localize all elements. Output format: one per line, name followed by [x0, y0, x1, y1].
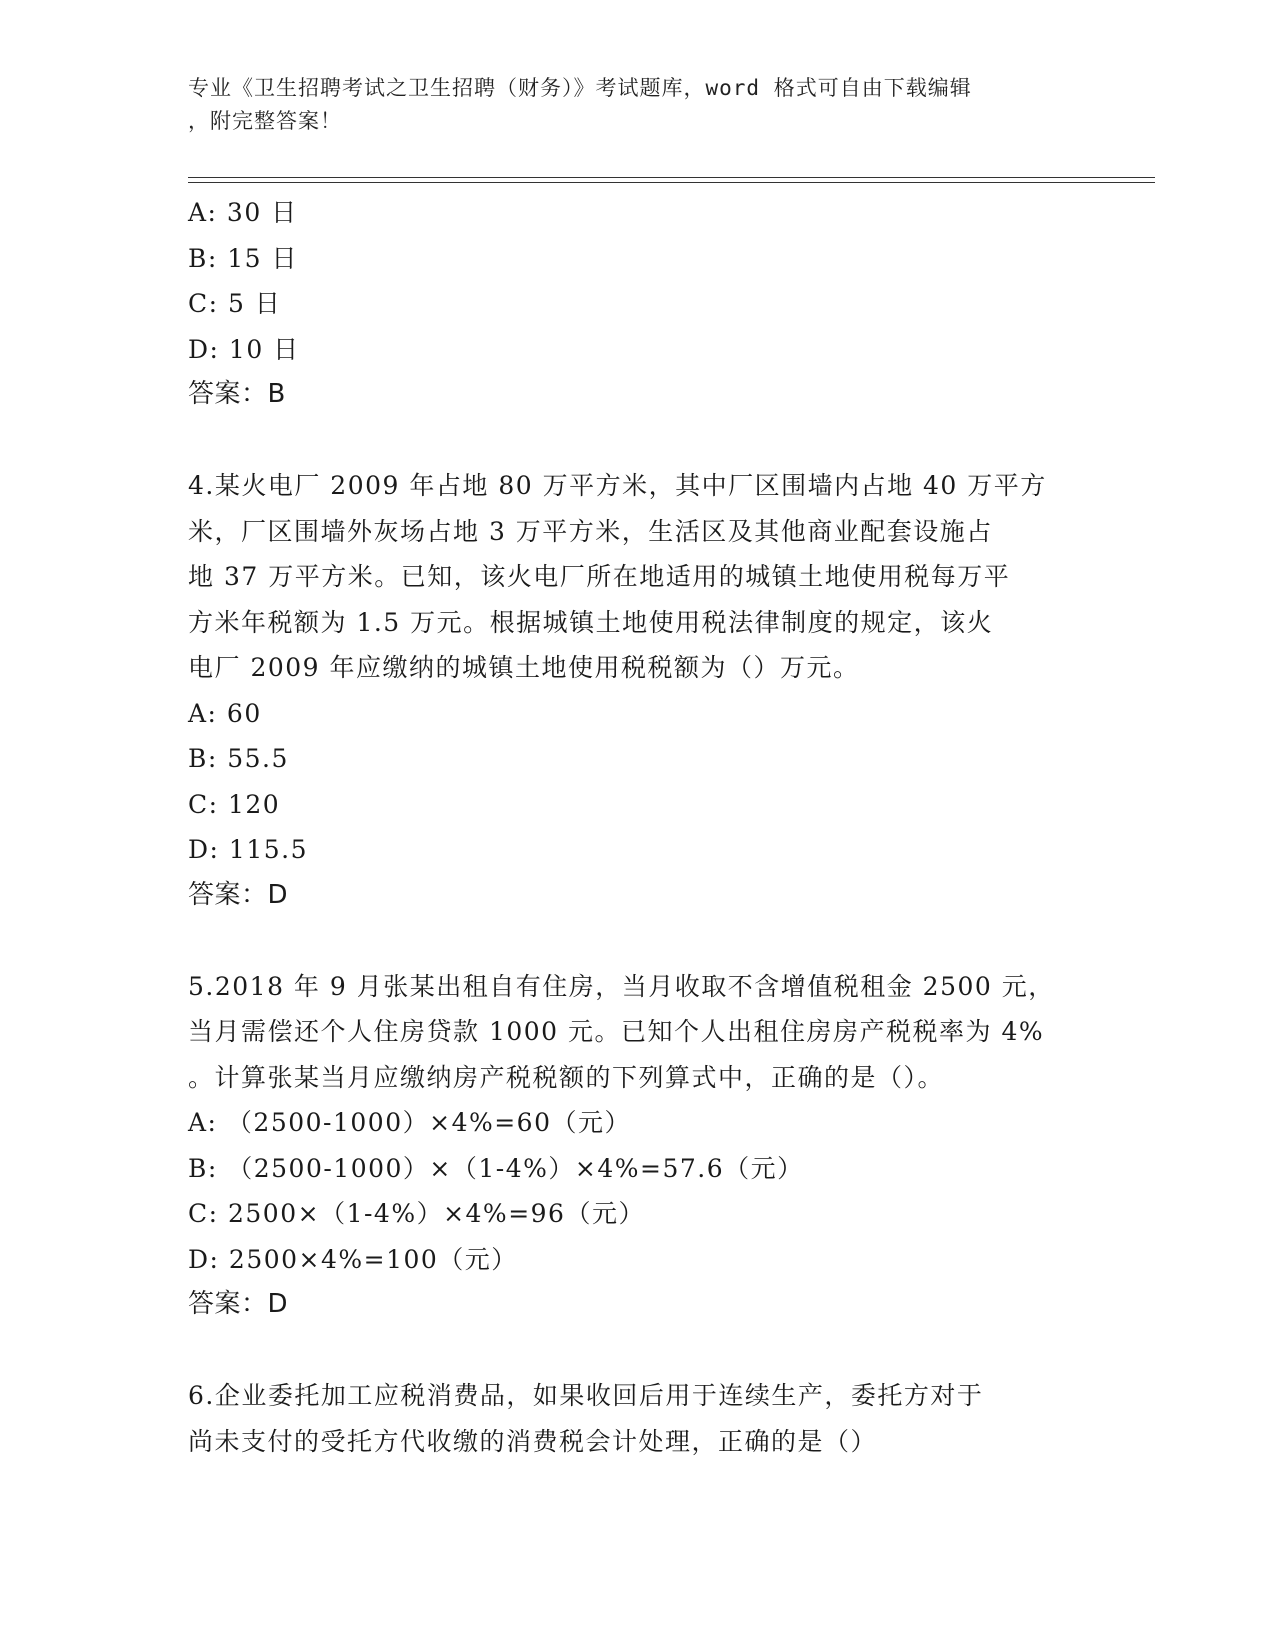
option-c: C: 5 日	[188, 289, 282, 318]
header-divider-bottom	[188, 182, 1155, 183]
spacer	[188, 418, 1088, 464]
spacer	[188, 1328, 1088, 1374]
option-b: B: 55.5	[188, 744, 289, 773]
question-5	[188, 964, 1088, 1328]
question-stem-line: 尚未支付的受托方代收缴的消费税会计处理，正确的是（）	[188, 1426, 878, 1456]
header-line-2: ，附完整答案！	[188, 109, 342, 133]
question-stem-line: 6.企业委托加工应税消费品，如果收回后用于连续生产，委托方对于	[188, 1381, 984, 1410]
option-d: D: 115.5	[188, 835, 308, 864]
question-stem-line: 米，厂区围墙外灰场占地 3 万平方米，生活区及其他商业配套设施占	[188, 516, 993, 546]
option-d: D: 10 日	[188, 334, 300, 364]
option-a: A: 30 日	[188, 198, 298, 227]
question-4	[188, 463, 1088, 918]
question-stem-line: 5.2018 年 9 月张某出租自有住房，当月收取不含增值税租金 2500 元，	[188, 971, 1055, 1001]
option-d: D: 2500×4%=100（元）	[188, 1244, 518, 1274]
answer: 答案：D	[188, 1289, 289, 1319]
question-stem-line: 4.某火电厂 2009 年占地 80 万平方米，其中厂区围墙内占地 40 万平方	[188, 471, 1047, 500]
header-divider-top	[188, 177, 1155, 178]
question-3	[188, 190, 1088, 418]
spacer	[188, 918, 1088, 964]
option-b: B: （2500-1000）×（1-4%）×4%=57.6（元）	[188, 1153, 804, 1183]
option-a: A: 60	[188, 698, 262, 728]
header-line-1: 专业《卫生招聘考试之卫生招聘（财务）》考试题库，word 格式可自由下载编辑	[188, 76, 972, 100]
question-stem-line: 。计算张某当月应缴纳房产税税额的下列算式中，正确的是（）。	[188, 1062, 945, 1092]
question-stem-line: 方米年税额为 1.5 万元。根据城镇土地使用税法律制度的规定，该火	[188, 607, 994, 637]
option-c: C: 2500×（1-4%）×4%=96（元）	[188, 1199, 645, 1228]
question-stem-line: 地 37 万平方米。已知，该火电厂所在地适用的城镇土地使用税每万平	[188, 562, 1011, 591]
option-b: B: 15 日	[188, 243, 298, 273]
question-stem-line: 当月需偿还个人住房贷款 1000 元。已知个人出租住房房产税税率为 4%	[188, 1017, 1045, 1046]
question-stem-line: 电厂 2009 年应缴纳的城镇土地使用税税额为（）万元。	[188, 653, 860, 682]
option-c: C: 120	[188, 789, 281, 819]
question-6	[188, 1373, 1088, 1464]
answer: 答案：D	[188, 879, 289, 910]
answer: 答案：B	[188, 379, 286, 409]
document-body	[188, 190, 1088, 1464]
option-a: A: （2500-1000）×4%=60（元）	[188, 1108, 631, 1137]
document-header	[188, 72, 1068, 138]
